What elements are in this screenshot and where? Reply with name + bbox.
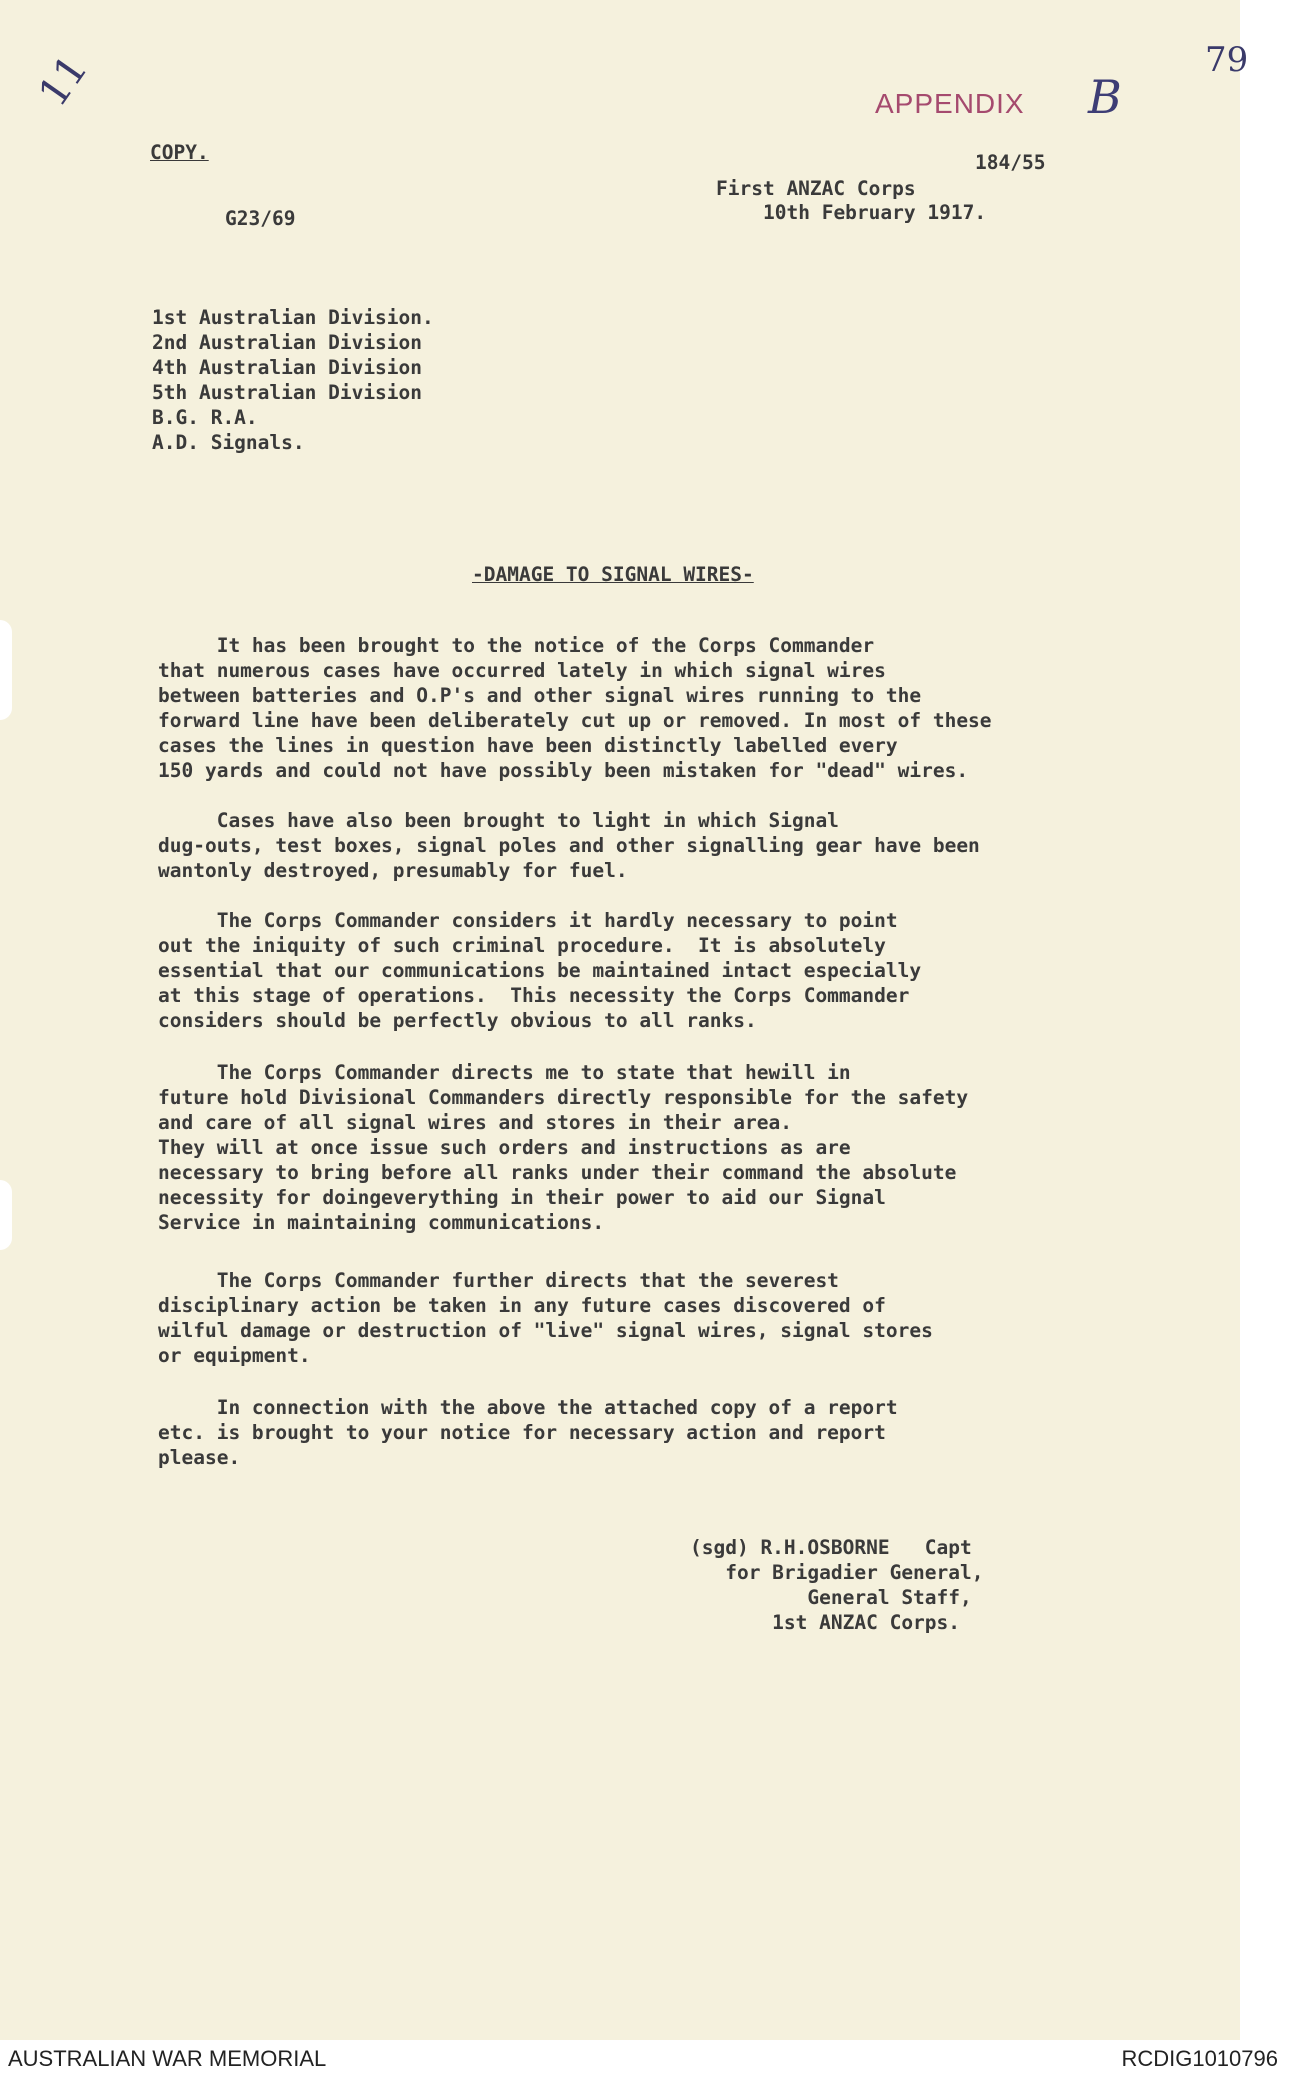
text-line: dug-outs, test boxes, signal poles and other signalling gear have been [158, 834, 980, 857]
text-line: 1st ANZAC Corps. [690, 1611, 961, 1634]
subject-heading: -DAMAGE TO SIGNAL WIRES- [472, 563, 754, 586]
text-line: wantonly destroyed, presumably for fuel. [158, 859, 628, 882]
margin-note: 11 [30, 46, 97, 116]
text-line: (sgd) R.H.OSBORNE Capt [690, 1536, 972, 1559]
body-paragraph [158, 1395, 1238, 1470]
corps-name: First ANZAC Corps [716, 177, 916, 200]
text-line: and care of all signal wires and stores in their area. [158, 1111, 792, 1134]
text-line: They will at once issue such orders and instructions as are [158, 1136, 851, 1159]
text-line: etc. is brought to your notice for necessary action and report [158, 1421, 886, 1444]
text-line: or equipment. [158, 1344, 311, 1367]
body-paragraph [158, 633, 1238, 783]
addressee: A.D. Signals. [152, 431, 305, 454]
body-paragraph [158, 1060, 1238, 1235]
torn-edge [0, 1180, 12, 1250]
footer-catalogue-id: RCDIG1010796 [1121, 2046, 1278, 2071]
footer-credit: AUSTRALIAN WAR MEMORIAL [8, 2046, 327, 2071]
text-line: The Corps Commander considers it hardly necessary to point [158, 909, 898, 932]
text-line: out the iniquity of such criminal procedure. It is absolutely [158, 934, 886, 957]
text-line: 150 yards and could not have possibly been mistaken for "dead" wires. [158, 759, 969, 782]
text-line: future hold Divisional Commanders directly responsible for the safety [158, 1086, 969, 1109]
text-line: The Corps Commander further directs that the severest [158, 1269, 839, 1292]
body-paragraph [158, 1268, 1238, 1368]
text-line: Cases have also been brought to light in which Signal [158, 809, 839, 832]
text-line: Service in maintaining communications. [158, 1211, 605, 1234]
addressee: 4th Australian Division [152, 356, 423, 379]
addressee: 5th Australian Division [152, 381, 423, 404]
text-line: wilful damage or destruction of "live" signal wires, signal stores [158, 1319, 933, 1342]
text-line: at this stage of operations. This necessity the Corps Commander [158, 984, 910, 1007]
addressee: 2nd Australian Division [152, 331, 423, 354]
text-line: considers should be perfectly obvious to all ranks. [158, 1009, 757, 1032]
reference-left: G23/69 [225, 207, 296, 230]
text-line: please. [158, 1446, 241, 1469]
page-number: 79 [1205, 40, 1249, 80]
copy-label: COPY. [150, 141, 209, 164]
addressee-list [152, 305, 434, 455]
text-line: necessity for doingeverything in their power to aid our Signal [158, 1186, 886, 1209]
text-line: for Brigadier General, [690, 1561, 984, 1584]
text-line: cases the lines in question have been distinctly labelled every [158, 734, 898, 757]
text-line: The Corps Commander directs me to state that hewill in [158, 1061, 851, 1084]
body-paragraph [158, 908, 1238, 1033]
torn-edge [0, 620, 12, 720]
addressee: B.G. R.A. [152, 406, 258, 429]
signature-block [690, 1535, 984, 1635]
text-line: forward line have been deliberately cut up or removed. In most of these [158, 709, 992, 732]
appendix-letter: B [1088, 70, 1122, 124]
reference-right: 184/55 [975, 151, 1046, 174]
text-line: General Staff, [690, 1586, 972, 1609]
text-line: essential that our communications be maintained intact especially [158, 959, 922, 982]
text-line: It has been brought to the notice of the Corps Commander [158, 634, 875, 657]
addressee: 1st Australian Division. [152, 306, 434, 329]
text-line: disciplinary action be taken in any future cases discovered of [158, 1294, 886, 1317]
appendix-stamp: APPENDIX [875, 88, 1025, 119]
letter-date: 10th February 1917. [763, 201, 987, 224]
text-line: necessary to bring before all ranks under their command the absolute [158, 1161, 957, 1184]
text-line: that numerous cases have occurred lately in which signal wires [158, 659, 886, 682]
text-line: between batteries and O.P's and other signal wires running to the [158, 684, 922, 707]
text-line: In connection with the above the attached copy of a report [158, 1396, 898, 1419]
body-paragraph [158, 808, 1238, 883]
